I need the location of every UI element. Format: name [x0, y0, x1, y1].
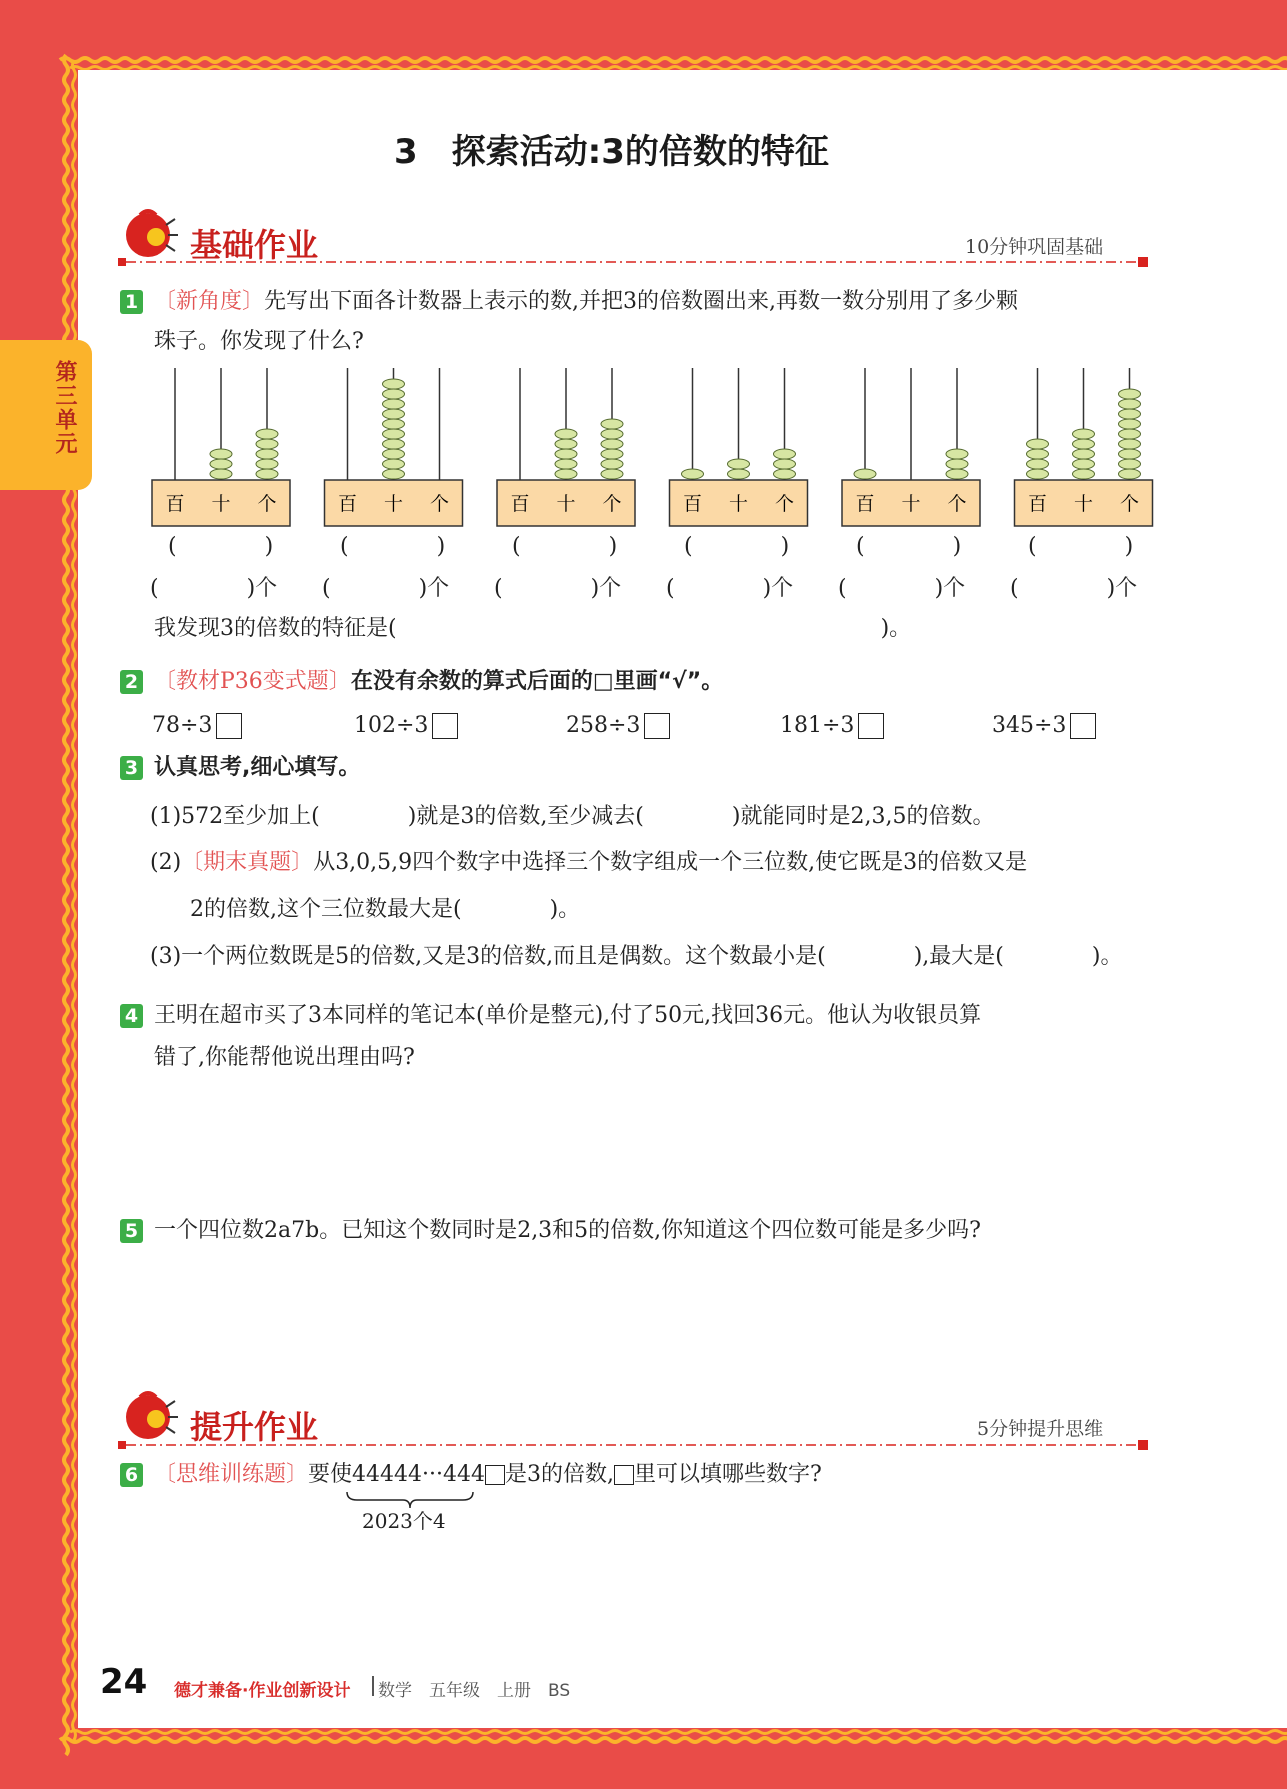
abacus-bead [1073, 439, 1095, 449]
abacus-bead [383, 389, 405, 399]
abacus-bead [1027, 449, 1049, 459]
q2-expression-text: 258÷3 [566, 713, 641, 738]
abacus-bead [383, 459, 405, 469]
abacus-bead [728, 469, 750, 479]
abacus-place-label: 十 [728, 493, 749, 515]
abacus [1015, 368, 1153, 526]
abacus-bead [383, 439, 405, 449]
abacus-place-label: 个 [1119, 493, 1140, 515]
q6-brace-label: 2023个4 [362, 1509, 446, 1533]
answer-box[interactable] [614, 1465, 634, 1485]
abacus-bead [774, 459, 796, 469]
q1-discover: 我发现3的倍数的特征是( )。 [154, 616, 912, 641]
section-advanced-title: 提升作业 [190, 1408, 319, 1446]
abacus-bead [383, 449, 405, 459]
q3-part1: (1)572至少加上( )就是3的倍数,至少减去( )就能同时是2,3,5的倍数。 [150, 804, 995, 829]
abacus-bead [383, 429, 405, 439]
q6-tag: 〔思维训练题〕 [154, 1462, 309, 1487]
abacus-place-label: 百 [1027, 493, 1048, 515]
q3-part2-line2: 2的倍数,这个三位数最大是( )。 [190, 897, 581, 922]
abacus-place-label: 个 [602, 493, 622, 515]
abacus-place-label: 百 [510, 493, 530, 515]
answer-box[interactable] [432, 713, 458, 739]
abacus-bead [1119, 409, 1141, 419]
abacus-place-label: 百 [682, 493, 703, 515]
footer-separator [372, 1676, 374, 1696]
abacus-place-label: 十 [556, 493, 576, 515]
q6-pre: 要使 [308, 1462, 353, 1487]
q1-number-blank[interactable]: ( ) [340, 534, 446, 559]
abacus-place-label: 个 [429, 493, 450, 515]
abacus-place-label: 个 [947, 493, 967, 515]
q3-part3: (3)一个两位数既是5的倍数,又是3的倍数,而且是偶数。这个数最小是( ),最大是( )。 [150, 944, 1123, 969]
q6-number: 44444···444 [352, 1462, 485, 1487]
q1-text: 先写出下面各计数器上表示的数,并把3的倍数圈出来,再数一数分别用了多少颗 [264, 289, 1019, 314]
abacus-bead [555, 459, 577, 469]
abacus-bead [1073, 449, 1095, 459]
abacus-bead [601, 469, 623, 479]
abacus-place-label: 十 [901, 493, 921, 515]
abacus-bead [383, 409, 405, 419]
abacus-bead [682, 469, 704, 479]
q2-expression-text: 345÷3 [992, 713, 1067, 738]
q1-number-blank[interactable]: ( ) [856, 534, 962, 559]
q1-line2: 珠子。你发现了什么? [154, 329, 364, 354]
section-basic-note: 10分钟巩固基础 [965, 236, 1104, 258]
abacus-bead [1119, 419, 1141, 429]
abacus-bead [1119, 459, 1141, 469]
abacus [325, 368, 463, 526]
abacus-bead [728, 459, 750, 469]
page-title: 3 探索活动:3的倍数的特征 [394, 132, 829, 172]
abacus-bead [256, 429, 278, 439]
q6-post2: 里可以填哪些数字? [634, 1462, 822, 1487]
abacus [842, 368, 980, 526]
unit-tab [0, 340, 92, 490]
abacus-bead [601, 449, 623, 459]
q6-text [154, 1460, 822, 1490]
q2-expression-text: 102÷3 [354, 713, 429, 738]
abacus [497, 368, 635, 526]
q1-count-blank[interactable]: ( )个 [1010, 576, 1138, 601]
abacus-place-label: 百 [855, 493, 875, 515]
q1-number-blank[interactable]: ( ) [168, 534, 274, 559]
q1-count-blank[interactable]: ( )个 [838, 576, 966, 601]
q4-line2: 错了,你能帮他说出理由吗? [154, 1045, 415, 1070]
answer-box[interactable] [485, 1465, 505, 1485]
unit-tab-label: 第三单元 [52, 360, 77, 456]
q2-expression [566, 711, 670, 741]
abacus-bead [946, 469, 968, 479]
abacus-place-label: 十 [211, 493, 231, 515]
section-divider [118, 1438, 1158, 1452]
q3-part2-tag: 〔期末真题〕 [181, 850, 314, 875]
abacus-bead [1027, 459, 1049, 469]
abacus-row [140, 360, 1180, 540]
abacus-bead [601, 419, 623, 429]
question-number-badge: 5 [120, 1219, 143, 1243]
abacus-place-label: 百 [337, 493, 358, 515]
abacus-bead [774, 449, 796, 459]
question-number-badge: 6 [120, 1463, 143, 1487]
abacus-bead [383, 419, 405, 429]
q2-tag: 〔教材P36变式题〕 [154, 669, 351, 694]
abacus-place-label: 十 [1073, 493, 1094, 515]
section-divider [118, 255, 1158, 269]
q2-expression [992, 711, 1096, 741]
abacus-bead [555, 429, 577, 439]
abacus-bead [256, 469, 278, 479]
abacus-bead [555, 469, 577, 479]
footer-book-info: 数学 五年级 上册 BS [378, 1681, 571, 1701]
abacus-bead [383, 379, 405, 389]
question-number-badge: 1 [120, 290, 143, 314]
q2-expression [780, 711, 884, 741]
question-number-badge: 4 [120, 1004, 143, 1028]
abacus-bead [601, 439, 623, 449]
q1-number-blank[interactable]: ( ) [512, 534, 618, 559]
abacus-bead [1027, 469, 1049, 479]
q1-count-blank[interactable]: ( )个 [666, 576, 794, 601]
q1-count-blank[interactable]: ( )个 [494, 576, 622, 601]
answer-box[interactable] [858, 713, 884, 739]
abacus-bead [210, 449, 232, 459]
abacus-bead [1073, 469, 1095, 479]
question-number-badge: 2 [120, 670, 143, 694]
q1-tag: 〔新角度〕 [154, 289, 265, 314]
abacus-bead [1119, 449, 1141, 459]
page-number: 24 [100, 1662, 148, 1702]
abacus-place-label: 个 [774, 493, 795, 515]
abacus-bead [383, 399, 405, 409]
q1-count-blank[interactable]: ( )个 [150, 576, 278, 601]
abacus-bead [854, 469, 876, 479]
abacus-bead [256, 459, 278, 469]
abacus-place-label: 个 [257, 493, 277, 515]
q6-post1: 是3的倍数, [505, 1462, 614, 1487]
abacus-bead [555, 439, 577, 449]
answer-box[interactable] [644, 713, 670, 739]
abacus-bead [383, 469, 405, 479]
q4-line1: 王明在超市买了3本同样的笔记本(单价是整元),付了50元,找回36元。他认为收银员算 [154, 1003, 982, 1028]
q2-text: 在没有余数的算式后面的□里画“√”。 [350, 669, 724, 694]
abacus-bead [256, 449, 278, 459]
q1-line1 [154, 287, 1018, 317]
abacus-bead [1119, 389, 1141, 399]
abacus-bead [1119, 469, 1141, 479]
abacus-bead [210, 459, 232, 469]
abacus-bead [1073, 459, 1095, 469]
question-number-badge: 3 [120, 756, 143, 780]
abacus-bead [1073, 429, 1095, 439]
q1-count-blank[interactable]: ( )个 [322, 576, 450, 601]
q3-part2-prefix: (2) [150, 850, 182, 875]
q3-part2-text: 从3,0,5,9四个数字中选择三个数字组成一个三位数,使它既是3的倍数又是 [313, 850, 1028, 875]
abacus-place-label: 百 [165, 493, 185, 515]
abacus-bead [1119, 429, 1141, 439]
section-basic-title: 基础作业 [190, 226, 319, 264]
abacus-bead [946, 449, 968, 459]
abacus-bead [256, 439, 278, 449]
q2-expression-text: 78÷3 [152, 713, 213, 738]
abacus-bead [210, 469, 232, 479]
abacus-bead [774, 469, 796, 479]
q3-part2 [150, 848, 1027, 878]
abacus-bead [1119, 439, 1141, 449]
q1-number-blank[interactable]: ( ) [684, 534, 790, 559]
abacus-bead [1119, 399, 1141, 409]
section-advanced-note: 5分钟提升思维 [977, 1418, 1104, 1440]
abacus-bead [555, 449, 577, 459]
q3-header: 认真思考,细心填写。 [154, 755, 361, 780]
abacus-bead [601, 459, 623, 469]
abacus-bead [601, 429, 623, 439]
answer-box[interactable] [216, 713, 242, 739]
q2-expression [152, 711, 242, 741]
q2-expression [354, 711, 458, 741]
abacus [670, 368, 808, 526]
q1-number-blank[interactable]: ( ) [1028, 534, 1134, 559]
abacus-bead [1027, 439, 1049, 449]
abacus-place-label: 十 [383, 493, 404, 515]
footer-brand: 德才兼备·作业创新设计 [174, 1681, 351, 1701]
abacus [152, 368, 290, 526]
q2-expression-text: 181÷3 [780, 713, 855, 738]
answer-box[interactable] [1070, 713, 1096, 739]
q2-header [154, 667, 723, 697]
abacus-bead [946, 459, 968, 469]
q5-text: 一个四位数2a7b。已知这个数同时是2,3和5的倍数,你知道这个四位数可能是多少吗? [154, 1218, 981, 1243]
